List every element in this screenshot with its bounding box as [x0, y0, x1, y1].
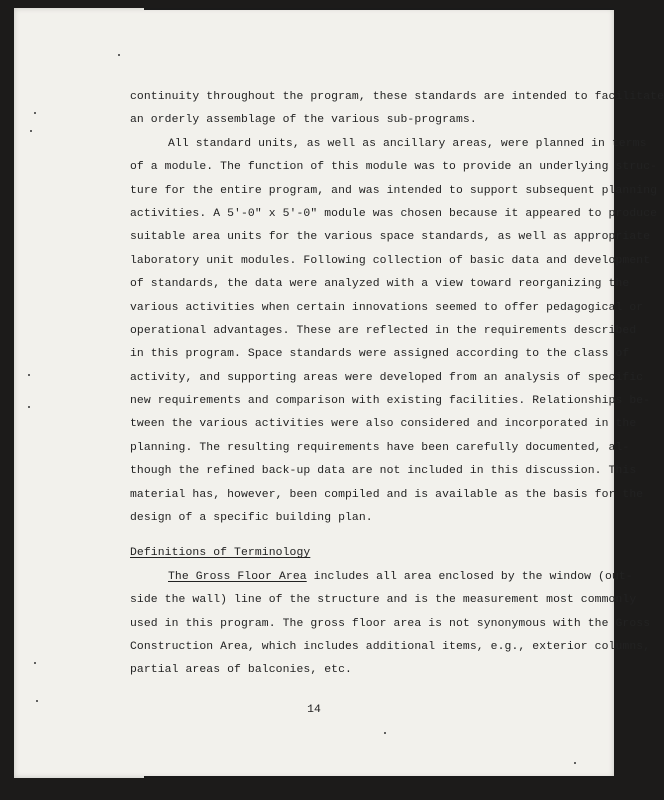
text-line: an orderly assemblage of the various sub-programs. [130, 114, 477, 127]
scan-speck [118, 54, 120, 56]
scan-speck [384, 732, 386, 734]
paragraph-1 [130, 86, 664, 133]
text-line: in this program. Space standards were assigned according to the class of [130, 348, 630, 361]
section-heading [130, 542, 582, 565]
text-line: material has, however, been compiled and is available as the basis for the [130, 488, 644, 501]
defined-term: The Gross Floor Area [168, 570, 307, 583]
text-line: of a module. The function of this module was to provide an underlying struc- [130, 161, 658, 174]
section-spacer [130, 530, 582, 542]
scan-edge-top [144, 8, 614, 10]
scan-speck [36, 700, 38, 702]
text-line-rest: includes all area enclosed by the window (out- [306, 570, 633, 583]
text-line: operational advantages. These are reflected in the requirements described [130, 324, 637, 337]
text-line: though the refined back-up data are not included in this discussion. This [130, 465, 637, 478]
text-line: design of a specific building plan. [130, 512, 373, 525]
text-line: partial areas of balconies, etc. [130, 664, 352, 677]
text-line: various activities when certain innovations seemed to offer pedagogical or [130, 301, 644, 314]
text-line: activities. A 5'-0" x 5'-0" module was chosen because it appeared to produce [130, 207, 658, 220]
text-line: used in this program. The gross floor area is not synonymous with the Gross [130, 617, 651, 630]
text-line: of standards, the data were analyzed with a view toward reorganizing the [130, 278, 630, 291]
text-line: All standard units, as well as ancillary areas, were planned in terms [168, 137, 647, 150]
document-body [130, 86, 664, 683]
page-number: 14 [307, 704, 321, 716]
scan-speck [30, 130, 32, 132]
scan-speck [34, 112, 36, 114]
document-page [14, 8, 664, 778]
paragraph-3 [130, 566, 651, 683]
text-line: new requirements and comparison with existing facilities. Relationships be- [130, 395, 651, 408]
text-line: continuity throughout the program, these standards are intended to facilitate [130, 91, 664, 103]
text-line: Construction Area, which includes additional items, e.g., exterior columns, [130, 640, 651, 653]
text-line: tween the various activities were also considered and incorporated in the [130, 418, 637, 431]
text-line: side the wall) line of the structure and is the measurement most commonly [130, 594, 637, 607]
section-heading-text: Definitions of Terminology [130, 547, 311, 560]
scan-speck [34, 662, 36, 664]
text-line: laboratory unit modules. Following collection of basic data and development [130, 254, 651, 267]
text-line: ture for the entire program, and was intended to support subsequent planning [130, 184, 658, 197]
scan-speck [28, 374, 30, 376]
text-line [130, 566, 633, 589]
text-line: suitable area units for the various space standards, as well as appropriate [130, 231, 651, 244]
scan-speck [28, 406, 30, 408]
text-line: activity, and supporting areas were developed from an analysis of specific [130, 371, 644, 384]
text-line: planning. The resulting requirements have been carefully documented, al- [130, 441, 630, 454]
scan-edge-bottom [144, 776, 614, 778]
paragraph-2 [130, 133, 658, 531]
scan-speck [574, 762, 576, 764]
